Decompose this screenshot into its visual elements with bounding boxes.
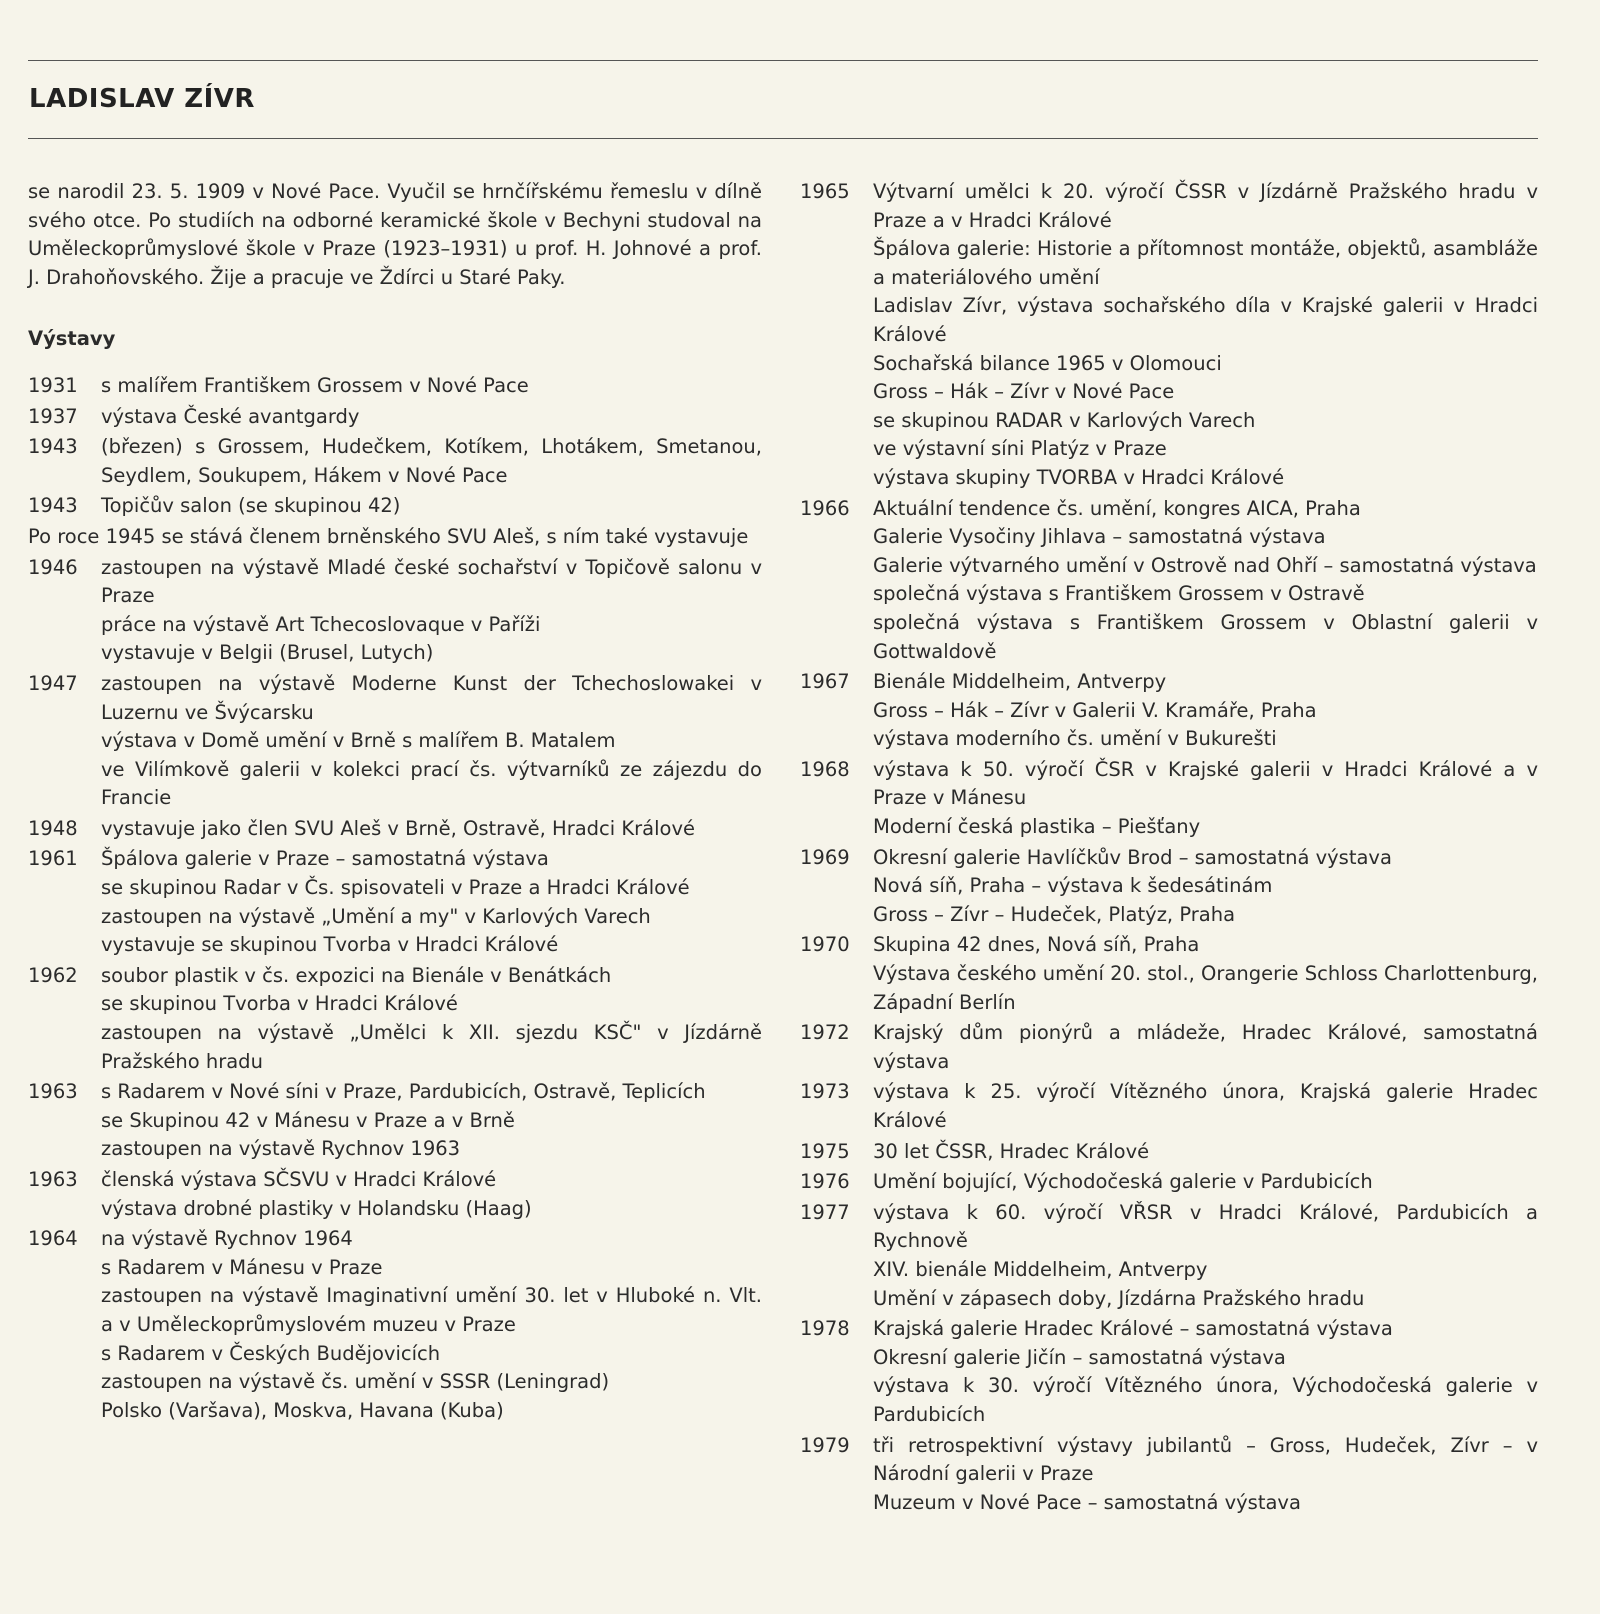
exhibition-items	[873, 1019, 1538, 1076]
exhibition-year: 1964	[28, 1227, 78, 1251]
exhibition-year: 1943	[28, 435, 78, 459]
exhibition-year: 1946	[28, 555, 78, 579]
exhibition-item: Polsko (Varšava), Moskva, Havana (Kuba)	[101, 1398, 504, 1422]
exhibition-year: 1976	[800, 1170, 850, 1194]
exhibition-item: zastoupen na výstavě čs. umění v SSSR (Leningrad)	[101, 1370, 610, 1394]
exhibition-item: Gross – Zívr – Hudeček, Platýz, Praha	[873, 902, 1236, 926]
exhibition-entry	[800, 1019, 1538, 1076]
exhibition-year: 1931	[28, 373, 78, 397]
exhibition-entry	[28, 433, 762, 490]
exhibition-item: s Radarem v Českých Budějovicích	[101, 1341, 441, 1365]
exhibition-item: Krajský dům pionýrů a mládeže, Hradec Králové, samostatná výstava	[873, 1021, 1538, 1073]
exhibition-item: výstava v Domě umění v Brně s malířem B. Matalem	[101, 729, 616, 753]
exhibition-item: vystavuje jako člen SVU Aleš v Brně, Ostravě, Hradci Králové	[101, 816, 696, 840]
exhibition-items	[101, 433, 762, 490]
exhibition-item: výstava moderního čs. umění v Bukurešti	[873, 727, 1277, 751]
exhibition-year: 1979	[800, 1433, 850, 1457]
exhibition-item: Galerie Vysočiny Jihlava – samostatná výstava	[873, 525, 1326, 549]
exhibition-item: Muzeum v Nové Pace – samostatná výstava	[873, 1490, 1301, 1514]
exhibition-entry	[800, 844, 1538, 930]
exhibition-item: Gross – Hák – Zívr v Galerii V. Kramáře, Praha	[873, 698, 1317, 722]
exhibition-item: Umění v zápasech doby, Jízdárna Pražského hradu	[873, 1286, 1365, 1310]
exhibition-item: se Skupinou 42 v Mánesu v Praze a v Brně	[101, 1108, 515, 1132]
exhibition-item: vystavuje se skupinou Tvorba v Hradci Králové	[101, 933, 559, 957]
exhibition-item: vystavuje v Belgii (Brusel, Lutych)	[101, 641, 434, 665]
exhibition-item: 30 let ČSSR, Hradec Králové	[873, 1139, 1150, 1163]
exhibition-year: 1943	[28, 494, 78, 518]
exhibition-item: zastoupen na výstavě Rychnov 1963	[101, 1137, 461, 1161]
exhibition-items	[101, 845, 762, 959]
exhibition-entry	[800, 178, 1538, 493]
exhibition-items	[873, 1315, 1538, 1429]
exhibition-entry	[800, 495, 1538, 667]
exhibition-items	[873, 931, 1538, 1017]
exhibition-items	[873, 178, 1538, 493]
exhibition-year: 1961	[28, 847, 78, 871]
exhibition-item: Okresní galerie Jičín – samostatná výstava	[873, 1345, 1286, 1369]
section-heading-exhibitions: Výstavy	[28, 327, 116, 351]
exhibition-year: 1962	[28, 963, 78, 987]
exhibition-note: Po roce 1945 se stává členem brněnského SVU Aleš, s ním také vystavuje	[28, 524, 749, 548]
exhibition-entry	[28, 554, 762, 668]
exhibition-item: společná výstava s Františkem Grossem v Oblastní galerii v Gottwaldově	[873, 610, 1538, 663]
exhibition-item: ve výstavní síni Platýz v Praze	[873, 437, 1167, 461]
exhibition-items	[873, 668, 1538, 754]
exhibition-list-left	[28, 372, 762, 1425]
exhibition-items	[873, 1168, 1538, 1197]
title-rule	[28, 138, 1538, 139]
exhibition-item: se skupinou RADAR v Karlových Varech	[873, 408, 1256, 432]
exhibition-item: Krajská galerie Hradec Králové – samostatná výstava	[873, 1317, 1393, 1341]
exhibition-item: Gross – Hák – Zívr v Nové Pace	[873, 380, 1175, 404]
exhibition-item: Moderní česká plastika – Piešťany	[873, 815, 1201, 839]
exhibition-items	[873, 1432, 1538, 1518]
top-rule	[28, 60, 1538, 61]
exhibition-entry	[28, 1225, 762, 1425]
exhibition-item: Topičův salon (se skupinou 42)	[101, 494, 401, 518]
exhibition-entry	[800, 668, 1538, 754]
exhibition-item: zastoupen na výstavě Moderne Kunst der Tchechoslowakei v Luzernu ve Švýcarsku	[101, 671, 762, 724]
exhibition-items	[101, 815, 762, 844]
exhibition-items	[101, 554, 762, 668]
exhibition-entry	[28, 962, 762, 1076]
left-column	[28, 178, 762, 1427]
exhibition-item: s Radarem v Mánesu v Praze	[101, 1255, 383, 1279]
exhibition-year: 1972	[800, 1021, 850, 1045]
exhibition-entry	[28, 372, 762, 401]
exhibition-entry	[28, 1078, 762, 1164]
exhibition-item: Výstava českého umění 20. stol., Orangerie Schloss Charlottenburg, Západní Berlín	[873, 962, 1538, 1014]
exhibition-year: 1969	[800, 845, 850, 869]
exhibition-item: práce na výstavě Art Tchecoslovaque v Paříži	[101, 612, 541, 636]
exhibition-item: zastoupen na výstavě „Umělci k XII. sjezdu KSČ" v Jízdárně Pražského hradu	[101, 1021, 762, 1073]
exhibition-item: společná výstava s Františkem Grossem v Ostravě	[873, 582, 1365, 606]
exhibition-items	[873, 1138, 1538, 1167]
exhibition-item: soubor plastik v čs. expozici na Bienále v Benátkách	[101, 963, 612, 987]
exhibition-year: 1978	[800, 1317, 850, 1341]
exhibition-entry	[28, 815, 762, 844]
exhibition-year: 1966	[800, 496, 850, 520]
exhibition-item: zastoupen na výstavě Mladé české sochařství v Topičově salonu v Praze	[101, 555, 762, 608]
exhibition-item: Nová síň, Praha – výstava k šedesátinám	[873, 874, 1273, 898]
exhibition-items	[101, 962, 762, 1076]
exhibition-item: se skupinou Radar v Čs. spisovateli v Praze a Hradci Králové	[101, 876, 690, 900]
exhibition-year: 1970	[800, 933, 850, 957]
exhibition-item: ve Vilímkově galerii v kolekci prací čs. výtvarníků ze zájezdu do Francie	[101, 757, 762, 810]
exhibition-item: na výstavě Rychnov 1964	[101, 1227, 353, 1251]
exhibition-item: s malířem Františkem Grossem v Nové Pace	[101, 373, 529, 397]
exhibition-item: Aktuální tendence čs. umění, kongres AICA, Praha	[873, 496, 1361, 520]
exhibition-items	[873, 844, 1538, 930]
exhibition-entry	[800, 1168, 1538, 1197]
exhibition-item: zastoupen na výstavě Imaginativní umění 30. let v Hluboké n. Vlt. a v Uměleckoprůmyslovém muzeu v Praze	[101, 1284, 762, 1336]
exhibition-entry	[28, 1166, 762, 1223]
exhibition-items	[101, 1225, 762, 1425]
exhibition-entry	[800, 1315, 1538, 1429]
exhibition-year: 1963	[28, 1168, 78, 1191]
exhibition-items	[873, 495, 1538, 667]
exhibition-year: 1975	[800, 1139, 850, 1163]
exhibition-item: výstava k 60. výročí VŘSR v Hradci Králové, Pardubicích a Rychnově	[873, 1200, 1538, 1253]
exhibition-list-right	[800, 178, 1538, 1517]
exhibition-item: s Radarem v Nové síni v Praze, Pardubicích, Ostravě, Teplicích	[101, 1080, 706, 1104]
exhibition-entry	[28, 403, 762, 432]
exhibition-item: výstava skupiny TVORBA v Hradci Králové	[873, 465, 1285, 489]
exhibition-item: Sochařská bilance 1965 v Olomouci	[873, 351, 1222, 375]
exhibition-entry	[800, 1432, 1538, 1518]
exhibition-item: Skupina 42 dnes, Nová síň, Praha	[873, 933, 1200, 957]
exhibition-year: 1963	[28, 1080, 78, 1104]
exhibition-year: 1977	[800, 1200, 850, 1224]
exhibition-items	[873, 1078, 1538, 1135]
right-column	[800, 178, 1538, 1519]
exhibition-item: Okresní galerie Havlíčkův Brod – samostatná výstava	[873, 845, 1392, 869]
exhibition-item: tři retrospektivní výstavy jubilantů – Gross, Hudeček, Zívr – v Národní galerii v Praze	[873, 1433, 1538, 1486]
exhibition-item: výstava drobné plastiky v Holandsku (Haag)	[101, 1196, 532, 1220]
page-title: LADISLAV ZÍVR	[29, 84, 255, 114]
exhibition-item: Galerie výtvarného umění v Ostrově nad Ohří – samostatná výstava	[873, 553, 1537, 577]
exhibition-year: 1948	[28, 816, 78, 840]
exhibition-entry	[800, 931, 1538, 1017]
exhibition-item: výstava k 25. výročí Vítězného února, Krajská galerie Hradec Králové	[873, 1080, 1538, 1132]
exhibition-year: 1937	[28, 404, 78, 428]
exhibition-items	[101, 492, 762, 521]
exhibition-item: výstava České avantgardy	[101, 404, 360, 428]
exhibition-entry	[28, 492, 762, 521]
exhibition-year: 1965	[800, 180, 850, 203]
exhibition-item: Špálova galerie v Praze – samostatná výstava	[101, 847, 549, 871]
exhibition-item: se skupinou Tvorba v Hradci Králové	[101, 992, 458, 1016]
exhibition-entry	[800, 1199, 1538, 1313]
exhibition-entry	[800, 756, 1538, 842]
exhibition-year: 1967	[800, 670, 850, 694]
exhibition-item: Výtvarní umělci k 20. výročí ČSSR v Jízdárně Pražského hradu v Praze a v Hradci Králové	[873, 180, 1538, 232]
exhibition-items	[101, 1078, 762, 1164]
exhibition-year: 1947	[28, 671, 78, 695]
exhibition-entry	[28, 845, 762, 959]
exhibition-item: výstava k 50. výročí ČSR v Krajské galerii v Hradci Králové a v Praze v Mánesu	[873, 757, 1538, 810]
exhibition-items	[873, 756, 1538, 842]
exhibition-item: výstava k 30. výročí Vítězného února, Východočeská galerie v Pardubicích	[873, 1374, 1538, 1426]
exhibition-item: Špálova galerie: Historie a přítomnost montáže, objektů, asambláže a materiálového umění	[873, 237, 1538, 289]
exhibition-year: 1973	[800, 1080, 850, 1104]
exhibition-item: Umění bojující, Východočeská galerie v Pardubicích	[873, 1170, 1373, 1194]
exhibition-items	[101, 403, 762, 432]
exhibition-entry	[800, 1138, 1538, 1167]
exhibition-item: členská výstava SČSVU v Hradci Králové	[101, 1168, 497, 1191]
exhibition-items	[101, 372, 762, 401]
exhibition-entry	[800, 1078, 1538, 1135]
exhibition-items	[101, 1166, 762, 1223]
exhibition-item: XIV. bienále Middelheim, Antverpy	[873, 1257, 1208, 1281]
exhibition-year: 1968	[800, 757, 850, 781]
exhibition-entry	[28, 670, 762, 813]
exhibition-items	[101, 670, 762, 813]
exhibition-item: Ladislav Zívr, výstava sochařského díla v Krajské galerii v Hradci Králové	[873, 294, 1538, 346]
exhibition-item: Bienále Middelheim, Antverpy	[873, 670, 1167, 694]
biography-intro: se narodil 23. 5. 1909 v Nové Pace. Vyučil se hrnčířskému řemeslu v dílně svého otce. Po studiích na odborné keramické škole v Bechyni studoval na Uměleckoprůmyslové škole v Praze (1923–1931) u prof. H. Johnové a prof. J. Drahoňovského. Žije a pracuje ve Ždírci u Staré Paky.	[28, 180, 762, 289]
exhibition-item: zastoupen na výstavě „Umění a my" v Karlových Varech	[101, 904, 651, 928]
exhibition-item: (březen) s Grossem, Hudečkem, Kotíkem, Lhotákem, Smetanou, Seydlem, Soukupem, Hákem v Nové Pace	[101, 435, 762, 487]
exhibition-items	[873, 1199, 1538, 1313]
